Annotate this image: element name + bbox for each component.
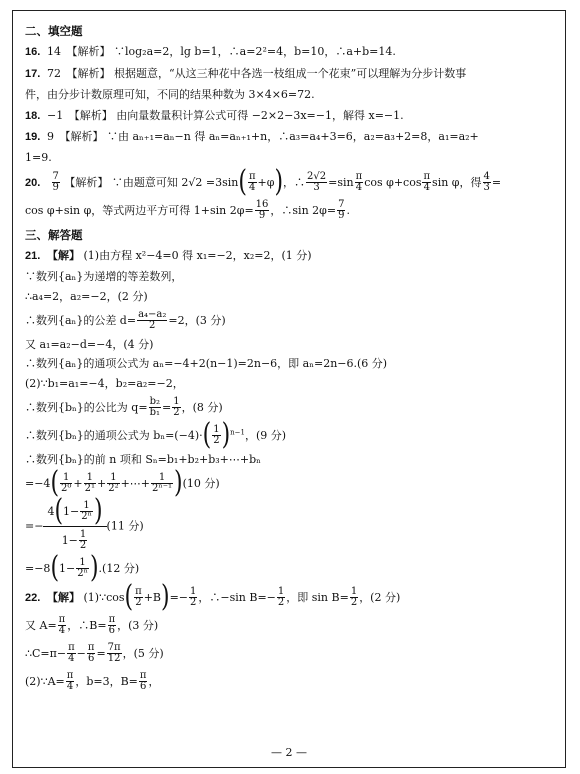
question-number: 20.: [25, 176, 41, 189]
solution-text: ∴数列{bₙ}的前 n 项和 Sₙ=b₁+b₂+b₃+⋯+bₙ: [25, 452, 261, 466]
solution-text: =: [491, 175, 502, 189]
solution-text: ，(9 分): [245, 428, 287, 442]
solution-text: +B: [143, 590, 161, 604]
section-answer-title: 三、解答题: [25, 229, 83, 242]
fraction: $\frac{1}{2}$: [213, 423, 220, 447]
fraction: $\frac{1}{\text{2⁰}}$: [61, 471, 72, 494]
fraction: $\frac{\pi}{4}$: [248, 170, 256, 194]
solution-text: =−: [25, 519, 44, 532]
question-number: 22.: [25, 591, 41, 604]
fraction: $\frac{\pi}{4}$: [68, 641, 75, 664]
solution-text: =−: [169, 590, 189, 604]
question-20: 20. $\frac{7}{9}$ 【解析】 ∵由题意可知 2√2 =3sin( $\frac{\pi}{4}$ +φ)，∴ $\frac{2√2}{3}$ =sin $\frac{\pi}{4}$ cos φ+cos $\frac{\pi}{4}$ sin φ，得 $\frac{4}{3}$ = cos φ+sin φ，等式两边平方可得 1+sin 2φ= $\frac{16}{9}$ ，∴sin 2φ= $\frac{7}{9}$ .: [25, 165, 502, 222]
fraction: $\frac{\pi}{6}$: [139, 669, 147, 692]
fraction: $\frac{7}{9}$: [338, 198, 345, 222]
solution-text: ，∴: [283, 175, 306, 189]
section-fill-blank-title: 二、填空题: [25, 26, 83, 38]
solution-text: ，∴sin 2φ=: [270, 203, 337, 217]
solution-text: 14 【解析】 ∵log₂a=2，lg b=1，∴a=2²=4，b=10，∴a+b=14.: [47, 45, 396, 59]
solution-text: ，: [148, 674, 160, 688]
solution-text: sin φ，得: [432, 175, 482, 189]
solution-text: =−8: [25, 561, 51, 575]
page-content: [25, 25, 555, 700]
page-number: — 2 —: [271, 746, 307, 759]
solution-text: 件，由分步计数原理可知，不同的结果种数为 3×4×6=72.: [25, 87, 315, 101]
solution-text: =2，(3 分): [168, 313, 226, 327]
fraction: $\frac{7\pi}{12}$: [107, 641, 121, 664]
fraction: $\frac{1}{2}$: [277, 585, 285, 608]
question-18: [25, 109, 555, 124]
fraction: $\frac{\pi}{4}$: [58, 613, 66, 636]
solution-text: 72 【解析】 根据题意，“从这三种花中各选一枝组成一个花束”可以理解为分步计数事: [47, 67, 467, 81]
solution-text: cos φ+sin φ，等式两边平方可得 1+sin 2φ=: [25, 203, 254, 217]
solution-text: =−4: [25, 476, 51, 490]
solution-text: 又 a₁=a₂−d=−4，(4 分): [25, 337, 154, 351]
solution-tag: 【解】: [47, 591, 80, 604]
solution-tag: 【解】: [47, 250, 80, 263]
solution-text: −: [76, 646, 86, 660]
fraction: $\frac{1}{\text{2²}}$: [108, 471, 119, 494]
solution-text: ∴a₄=2，a₂=−2，(2 分): [25, 289, 148, 303]
solution-text: (1)由方程 x²−4=0 得 x₁=−2，x₂=2，(1 分): [83, 249, 312, 263]
question-number: 21.: [25, 250, 41, 263]
solution-text: 1=9.: [25, 151, 52, 165]
answer-fraction: $\frac{7}{9}$: [52, 170, 59, 194]
solution-text: ，(5 分): [122, 646, 164, 660]
solution-text: ，b=3，B=: [75, 674, 138, 688]
fraction: $\frac{\pi}{4}$: [66, 669, 74, 692]
solution-text: =: [96, 646, 106, 660]
question-19: [25, 130, 555, 165]
fraction: $\frac{\pi}{2}$: [135, 585, 142, 608]
solution-text: ∴数列{bₙ}的公比为 q=: [25, 400, 148, 414]
solution-text: +⋯+: [120, 476, 151, 490]
solution-text: ∴数列{aₙ}的通项公式为 aₙ=−4+2(n−1)=2n−6，即 aₙ=2n−6.(6 分): [25, 357, 388, 371]
solution-text: ，即 sin B=: [286, 590, 349, 604]
fraction: $\frac{1}{\text{2ⁿ}}$: [77, 556, 88, 579]
solution-text: (1)∵cos: [83, 590, 125, 604]
solution-text: ，(2 分): [359, 590, 401, 604]
fraction: $\frac{1}{\text{2ⁿ⁻¹}}$: [152, 471, 173, 494]
exponent: n−1: [230, 428, 245, 437]
question-22: 22. 【解】 (1)∵cos( $\frac{\pi}{2}$ +B)=− $\frac{1}{2}$ ，∴−sin B=− $\frac{1}{2}$ ，即 sin B= $\frac{1}{2}$ ，(2 分) 又 A= $\frac{\pi}{4}$ ，∴B= $\frac{\pi}{6}$ ，(3 分) ∴C=π− $\frac{\pi}{4}$ − $\frac{\pi}{6}$ = $\frac{7\pi}{12}$ ，(5 分) (2)∵A= $\frac{\pi}{4}$ ，b=3，B= $\frac{\pi}{6}$ ，: [25, 579, 401, 692]
fraction: $\frac{2√2}{3}$: [307, 170, 327, 194]
fraction: $\frac{\pi}{6}$: [108, 613, 116, 636]
answer-sheet-page: [12, 10, 566, 768]
solution-text: .: [346, 203, 350, 217]
fraction: $\frac{1}{2}$: [350, 585, 358, 608]
solution-text: (2)∵A=: [25, 674, 65, 688]
fraction: $\frac{\pi}{6}$: [87, 641, 95, 664]
solution-text: cos φ+cos: [364, 175, 422, 189]
fraction: $\frac{1}{2}$: [173, 395, 180, 419]
fraction: $\frac{\pi}{4}$: [423, 170, 431, 194]
question-number: 19.: [25, 131, 41, 144]
solution-text: ，(3 分): [117, 618, 159, 632]
solution-text: ∴C=π−: [25, 646, 67, 660]
solution-text: ∴数列{aₙ}的公差 d=: [25, 313, 137, 327]
solution-text: ，(8 分): [181, 400, 223, 414]
solution-text: ∴数列{bₙ}的通项公式为 bₙ=(−4)·: [25, 428, 203, 442]
solution-text: (10 分): [182, 476, 220, 490]
compound-fraction: 4(1− $\frac{1}{\text{2ⁿ}}$ ) 1− $\frac{1}{2}$: [43, 501, 106, 552]
fraction: $\frac{4}{3}$: [483, 170, 490, 194]
fraction: $\frac{\pi}{4}$: [355, 170, 363, 194]
solution-text: 又 A=: [25, 618, 57, 632]
solution-text: −1 【解析】 由向量数量积计算公式可得 −2×2−3x=−1，解得 x=−1.: [47, 108, 404, 122]
fraction: $\frac{1}{\text{2¹}}$: [84, 471, 95, 494]
solution-text: ，∴B=: [67, 618, 107, 632]
solution-text: (11 分): [106, 519, 144, 532]
solution-text: ，∴−sin B=−: [198, 590, 276, 604]
question-number: 18.: [25, 109, 41, 122]
question-21: 21. 【解】 (1)由方程 x²−4=0 得 x₁=−2，x₂=2，(1 分) ∵数列{aₙ}为递增的等差数列， ∴a₄=2，a₂=−2，(2 分) ∴数列{aₙ}的公差 d= $\frac{\text{a₄−a₂}}{2}$ =2，(3 分) 又 a₁=a₂−d=−4，(4 分) ∴数列{aₙ}的通项公式为 aₙ=−4+2(n−1)=2n−6，即 aₙ=2n−6.(6 分) (2)∵b₁=a₁=−4，b₂=a₂=−2， ∴数列{bₙ}的公比为 q= $\frac{\text{b₂}}{\text{b₁}}$ = $\frac{1}{2}$ ，(8 分) ∴数列{bₙ}的通项公式为 bₙ=(−4)·( $\frac{1}{2}$ )$^{n-1}$，(9 分) ∴数列{bₙ}的前 n 项和 Sₙ=b₁+b₂+b₃+⋯+bₙ =−4( $\frac{1}{\text{2⁰}}$ + $\frac{1}{\text{2¹}}$ + $\frac{1}{\text{2²}}$ +⋯+ $\frac{1}{\text{2ⁿ⁻¹}}$ )(10 分) =− 4(1− $\frac{1}{\text{2ⁿ}}$ ) 1− $\frac{1}{2}$ (11 分) =−8(1− $\frac{1}{\text{2ⁿ}}$ ).(12 分): [25, 249, 388, 585]
solution-text: (2)∵b₁=a₁=−4，b₂=a₂=−2，: [25, 377, 184, 390]
solution-text: 【解析】 ∵由题意可知 2√2 =3sin: [64, 175, 239, 189]
solution-text: .(12 分): [98, 561, 140, 575]
question-number: 16.: [25, 46, 41, 59]
solution-text: =: [161, 400, 172, 414]
solution-text: 9 【解析】 ∵由 aₙ₊₁=aₙ−n 得 aₙ=aₙ₊₁+n，∴a₃=a₄+3=6，a₂=a₃+2=8，a₁=a₂+: [47, 130, 479, 144]
question-number: 17.: [25, 68, 41, 81]
solution-text: =sin: [328, 175, 354, 189]
question-16: [25, 45, 555, 60]
fraction: $\frac{\text{a₄−a₂}}{2}$: [138, 308, 167, 331]
fraction: $\frac{\text{b₂}}{\text{b₁}}$: [149, 395, 160, 419]
fraction: $\frac{1}{2}$: [190, 585, 197, 608]
question-17: [25, 67, 555, 102]
solution-text: +φ: [257, 175, 275, 189]
fraction: $\frac{16}{9}$: [255, 198, 269, 222]
solution-text: ∵数列{aₙ}为递增的等差数列，: [25, 270, 183, 283]
solution-text: 1−: [59, 561, 76, 575]
